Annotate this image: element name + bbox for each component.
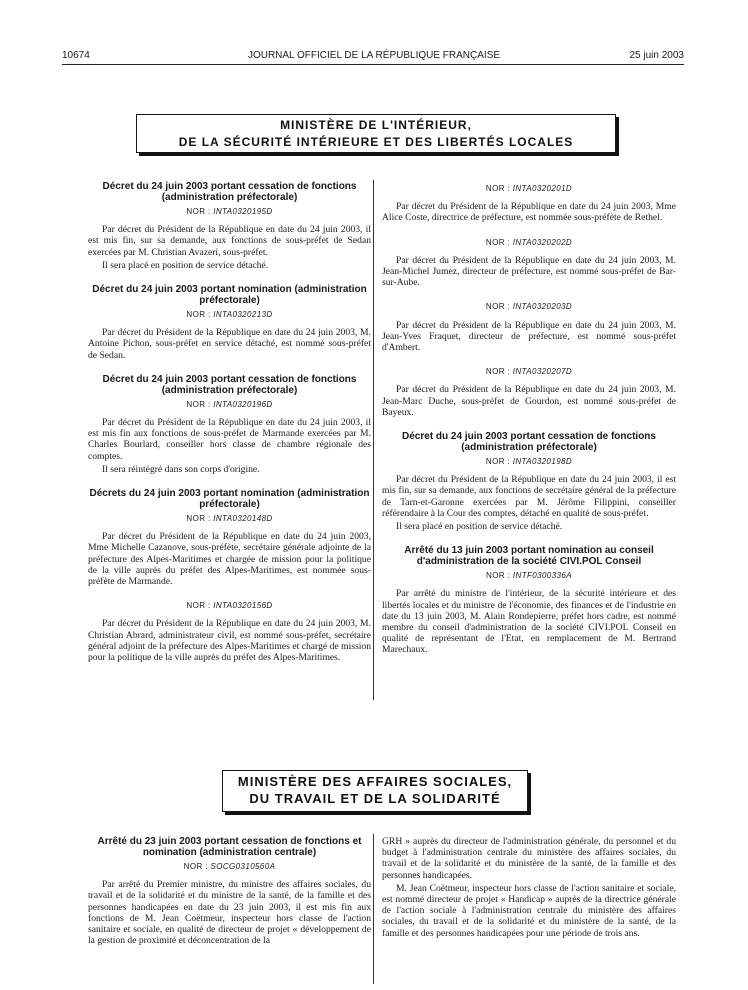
nor-reference: NOR : INTF0300336A (486, 571, 572, 581)
decree-section (88, 600, 371, 663)
decree-title: Arrêté du 13 juin 2003 portant nomination au conseil d'administration de la société CIVI.POL Conseil (404, 545, 654, 568)
decree-paragraph: Par décret du Président de la République en date du 24 juin 2003, Mme Alice Coste, directrice de préfecture, est nommée sous-préfète de Rethel. (382, 201, 676, 224)
nor-reference: NOR : INTA0320198D (485, 457, 573, 467)
nor-reference: NOR : INTA0320201D (485, 184, 573, 193)
decree-paragraph: Il sera réintégré dans son corps d'origine. (102, 463, 260, 475)
ministry2-line-1: MINISTÈRE DES AFFAIRES SOCIALES, (237, 774, 513, 789)
nor-reference: NOR : INTA0320148D (186, 514, 273, 524)
nor-reference: NOR : INTA0320207D (485, 367, 573, 377)
ministry2-line-2: DU TRAVAIL ET DE LA SOLIDARITÉ (249, 791, 501, 806)
decree-paragraph: Par décret du Président de la République en date du 24 juin 2003, il est mis fin, sur sa demande, aux fonctions de secrétaire général de la préfecture de Tarn-et-Garonne exercées par M. Jérôme Filippini, conseiller référendaire à la Cour des comptes, détaché en qualité de sous-préfet. (382, 474, 676, 519)
decree-paragraph: Par décret du Président de la République en date du 24 juin 2003, il est mis fin aux fonctions de sous-préfet de Marmande exercées par M. Charles Bourlard, conseiller hors classe de chambre régionale des comptes. (88, 417, 371, 462)
decree-paragraph: Par décret du Président de la République en date du 24 juin 2003, M. Jean-Marc Duche, sous-préfet de Gourdon, est nommé sous-préfet de Bayeux. (382, 384, 676, 418)
nor-reference: NOR : SOCG0310560A (183, 862, 276, 871)
decree-paragraph: Par décret du Président de la République en date du 24 juin 2003, il est mis fin, sur sa demande, aux fonctions de sous-préfet de Sedan exercées par M. Christian Avazeri, sous-préfet. (88, 224, 371, 258)
nor-reference: NOR : INTA0320196D (186, 399, 273, 409)
ministry-line-1: MINISTÈRE DE L'INTÉRIEUR, (280, 118, 472, 132)
act-title: Arrêté du 23 juin 2003 portant cessation de fonctions et nomination (administration centrale) (97, 836, 362, 858)
decree-title: Décrets du 24 juin 2003 portant nomination (administration préfectorale) (89, 488, 370, 511)
issue-date: 25 juin 2003 (629, 50, 684, 61)
decree-section (382, 237, 676, 289)
decree-title: Décret du 24 juin 2003 portant nomination (administration préfectorale) (92, 284, 367, 307)
ministry-heading-interior (136, 114, 616, 153)
bottom-left-column (88, 836, 371, 948)
act-paragraph: GRH » auprès du directeur de l'administration générale, du personnel et du budget à l'administration centrale du ministère des affaires sociales, du travail et de la solidarité et du ministère de la santé, de la famille et des personnes handicapées. (382, 836, 676, 881)
decree-paragraph: Il sera placé en position de service détaché. (102, 259, 269, 271)
left-column (88, 181, 371, 676)
decree-section (382, 183, 676, 224)
nor-reference: NOR : INTA0320156D (186, 601, 273, 611)
decree-title: Décret du 24 juin 2003 portant cessation de fonctions (administration préfectorale) (102, 373, 357, 396)
decree-section (382, 545, 676, 655)
decree-paragraph: Par décret du Président de la République en date du 24 juin 2003, M. Christian Abrard, administrateur civil, est nommé sous-préfet, secrétaire général adjoint de la préfecture des Alpes-Maritimes et chargé de mission pour la politique de la ville auprès du préfet des Alpes-Maritimes. (88, 618, 371, 664)
act-paragraph: M. Jean Coëtmeur, inspecteur hors classe de l'action sanitaire et sociale, est nommé directeur de projet « Handicap » auprès de la directrice générale de l'action sociale à l'administration centrale du ministère des affaires sociales, du travail et de la solidarité et du ministère de la santé, de la famille et des personnes handicapées pour une période de trois ans. (382, 882, 676, 939)
right-column (382, 181, 676, 669)
decree-section (382, 431, 676, 532)
decree-section (382, 366, 676, 418)
decree-paragraph: Par arrêté du ministre de l'intérieur, de la sécurité intérieure et des libertés locales et du ministre de l'économie, des finances et de l'industrie en date du 13 juin 2003, M. Alain Rondepierre, préfet hors cadre, est nommé membre du conseil d'administration de la société CIVI.POL Conseil en qualité de représentant de l'Etat, en remplacement de M. Bertrand Marechaux. (382, 588, 676, 656)
decree-paragraph: Par décret du Président de la République en date du 24 juin 2003, M. Antoine Pichon, sous-préfet en service détaché, est nommé sous-préfet de Sedan. (88, 327, 371, 361)
decree-paragraph: Il sera placé en position de service détaché. (396, 521, 563, 533)
bottom-right-column (382, 836, 676, 941)
decree-paragraph: Par décret du Président de la République en date du 24 juin 2003, Mme Michelle Cazanove, sous-préfète, secrétaire générale adjointe de la préfecture des Alpes-Maritimes et chargée de mission pour la politique de la ville auprès du préfet des Alpes-Maritimes, est nommée sous-préfète de Marmande. (88, 531, 371, 588)
decree-section (88, 374, 371, 475)
nor-reference: NOR : INTA0320203D (485, 302, 573, 312)
decree-section (382, 301, 676, 353)
nor-reference: NOR : INTA0320202D (485, 237, 573, 247)
act-paragraph: Par arrêté du Premier ministre, du ministre des affaires sociales, du travail et de la solidarité et du ministre de la santé, de la famille et des personnes handicapées en date du 23 juin 2003, il est mis fin aux fonctions de M. Jean Coëtmeur, inspecteur hors classe de l'action sanitaire et sociale, en qualité de directeur de projet « développement de la gestion de proximité et déconcentration de la (88, 879, 371, 947)
ministry-line-2: DE LA SÉCURITÉ INTÉRIEURE ET DES LIBERTÉS LOCALES (178, 135, 574, 149)
decree-section (88, 181, 371, 271)
decree-title: Décret du 24 juin 2003 portant cessation de fonctions (administration préfectorale) (102, 181, 357, 203)
decree-paragraph: Par décret du Président de la République en date du 24 juin 2003, M. Jean-Michel Jumez, directeur de préfecture, est nommé sous-préfet de Bar-sur-Aube. (382, 254, 676, 289)
journal-title: JOURNAL OFFICIEL DE LA RÉPUBLIQUE FRANÇAISE (247, 50, 501, 61)
column-divider-bottom (373, 834, 374, 984)
column-divider (373, 180, 374, 700)
decree-section (88, 488, 371, 587)
decree-section (88, 284, 371, 361)
ministry-heading-social-affairs (222, 770, 528, 812)
decree-paragraph: Par décret du Président de la République en date du 24 juin 2003, M. Jean-Yves Fraquet, directeur de préfecture, est nommé sous-préfet d'Ambert. (382, 319, 676, 354)
nor-reference: NOR : INTA0320195D (186, 207, 273, 216)
header-rule (62, 64, 684, 65)
decree-title: Décret du 24 juin 2003 portant cessation de fonctions (administration préfectorale) (402, 431, 656, 454)
page-number: 10674 (62, 50, 90, 61)
nor-reference: NOR : INTA0320213D (186, 310, 273, 320)
